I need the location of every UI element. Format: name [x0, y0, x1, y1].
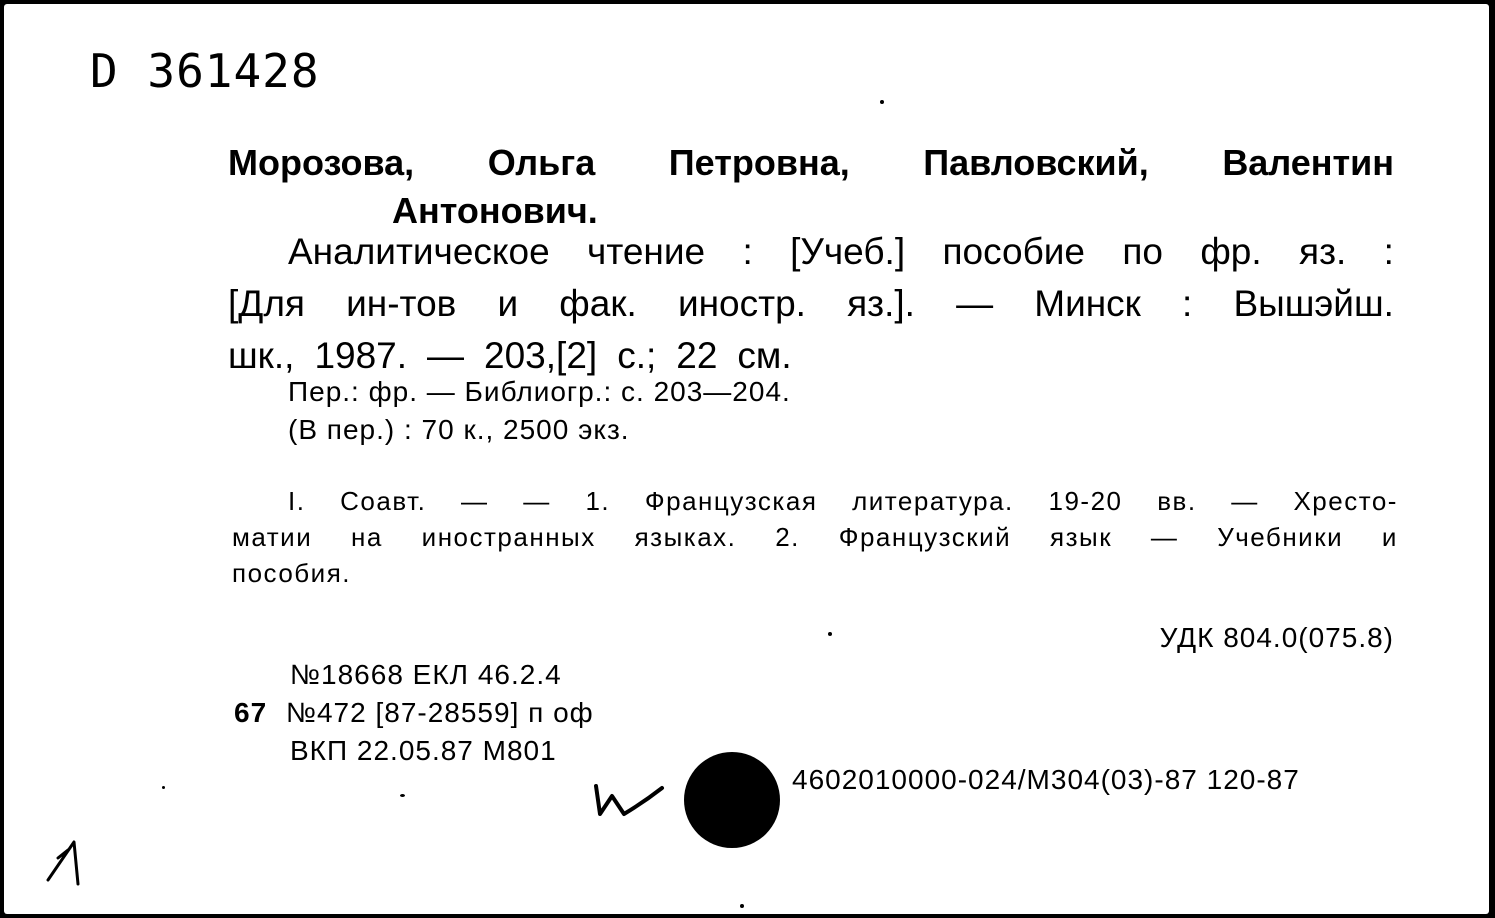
handwritten-mark-icon [590, 780, 670, 820]
title-word: по [1122, 231, 1163, 272]
imprint-block [234, 656, 594, 770]
heading-word: Ольга [487, 142, 596, 183]
author-heading-line-1 [228, 139, 1394, 187]
tracing-word: — [461, 486, 489, 516]
tracing-word: Французский [838, 522, 1012, 552]
tracing-word: на [351, 522, 383, 552]
title-description [228, 226, 1394, 382]
tracing-word: — [1150, 522, 1179, 552]
catalog-card [4, 4, 1489, 914]
speck [880, 100, 884, 104]
card-number: D 361428 [90, 44, 320, 98]
title-word: пособие [942, 231, 1086, 272]
speck [400, 794, 405, 797]
note-line: (В пер.) : 70 к., 2500 экз. [288, 414, 630, 445]
isbn-code: 4602010000-024/М304(03)-87 120-87 [792, 764, 1300, 795]
title-word: яз.]. [847, 283, 915, 324]
tracing-word: 2. [775, 522, 800, 552]
heading-word: Валентин [1222, 142, 1394, 183]
title-word: яз. [1299, 231, 1347, 272]
title-word: Аналитическое [288, 231, 550, 272]
imprint-line-2-text: №472 [87-28559] п оф [285, 697, 594, 728]
imprint-line-3: ВКП 22.05.87 М801 [290, 735, 557, 766]
handwritten-numeral-icon [44, 836, 84, 888]
heading-word: Петровна, [668, 142, 850, 183]
title-word: [Учеб.] [790, 231, 906, 272]
title-word: Минск [1034, 283, 1141, 324]
author-heading-line-2: Антонович. [392, 190, 598, 231]
title-word: [Для [228, 283, 305, 324]
title-word: фак. [559, 283, 637, 324]
title-word: ин-тов [346, 283, 457, 324]
tracing-word: иностранных [421, 522, 596, 552]
tracings-block [232, 483, 1398, 591]
title-word: с.; [617, 335, 657, 376]
speck [828, 632, 832, 636]
title-word: Вышэйш. [1233, 283, 1394, 324]
tracing-word: пособия. [232, 558, 352, 588]
tracings-line-1 [232, 483, 1398, 519]
tracing-word: матии [232, 522, 313, 552]
title-word: : [742, 231, 753, 272]
title-word: — [956, 283, 994, 324]
tracing-word: Соавт. [340, 486, 427, 516]
imprint-sequence-number: 67 [234, 697, 268, 728]
tracing-word: и [1381, 522, 1398, 552]
imprint-line-1: №18668 ЕКЛ 46.2.4 [290, 659, 562, 690]
title-word: чтение [587, 231, 706, 272]
title-word: и [497, 283, 519, 324]
tracing-word: — [1231, 486, 1259, 516]
tracing-word: — [523, 486, 551, 516]
note-line: Пер.: фр. — Библиогр.: с. 203—204. [288, 376, 791, 407]
heading-word: Морозова, [228, 142, 415, 183]
title-word: 203,[2] [484, 335, 598, 376]
heading-word: Павловский, [923, 142, 1149, 183]
tracing-word: вв. [1157, 486, 1197, 516]
tracing-word: язык [1050, 522, 1113, 552]
speck [162, 786, 165, 789]
tracing-word: I. [288, 486, 306, 516]
title-word: 22 [676, 335, 718, 376]
tracings-line-2 [232, 519, 1398, 555]
title-line-2 [228, 278, 1394, 330]
title-word: шк., [228, 335, 295, 376]
title-word: : [1182, 283, 1193, 324]
tracing-word: Хресто- [1293, 486, 1398, 516]
notes-block [288, 373, 791, 449]
tracings-line-3 [232, 555, 1398, 591]
punched-hole [684, 752, 780, 848]
tracing-word: языках. [634, 522, 737, 552]
tracing-word: Учебники [1217, 522, 1344, 552]
title-word: иностр. [677, 283, 806, 324]
tracing-word: литература. [852, 486, 1014, 516]
speck [740, 904, 744, 908]
tracing-word: Французская [644, 486, 818, 516]
title-word: — [427, 335, 465, 376]
title-word: фр. [1200, 231, 1262, 272]
title-word: : [1383, 231, 1394, 272]
udc-classification: УДК 804.0(075.8) [1159, 622, 1394, 653]
tracing-word: 1. [585, 486, 611, 516]
tracing-word: 19-20 [1048, 486, 1123, 516]
title-word: см. [737, 335, 792, 376]
title-line-1 [228, 226, 1394, 278]
imprint-line-2 [234, 694, 594, 732]
author-heading [228, 139, 1394, 235]
title-word: 1987. [314, 335, 408, 376]
